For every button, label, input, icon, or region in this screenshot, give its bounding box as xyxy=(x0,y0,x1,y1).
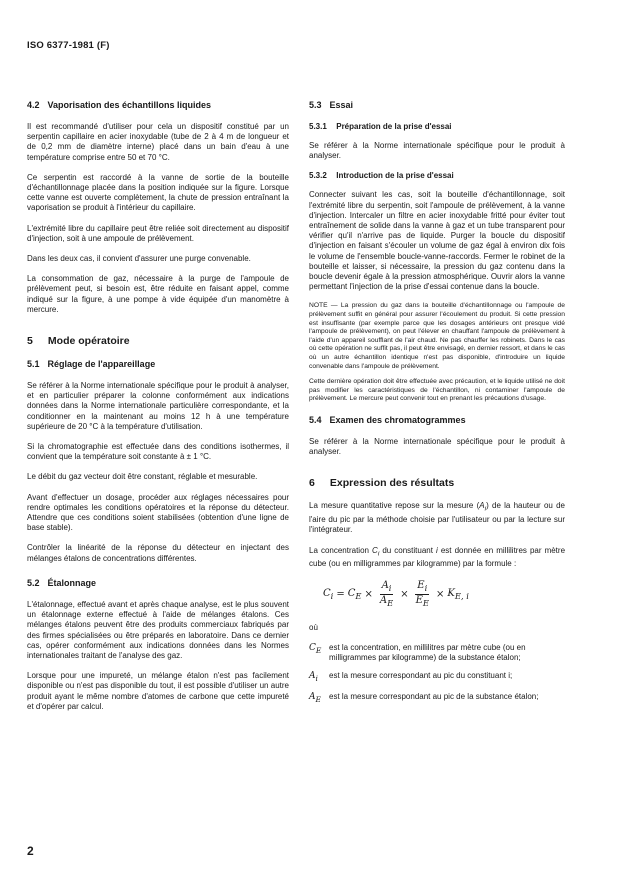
paragraph: La mesure quantitative repose sur la mesure $(A_i)$ de la hauteur ou de l'aire du pic par la méthode choisie par l'utilisateur ou par la lecture sur l'intégrateur. xyxy=(309,501,565,535)
section-title: Essai xyxy=(329,100,354,110)
fraction-e: $\frac{E_i}{E_E}$ xyxy=(415,579,429,608)
section-number: 5.3 xyxy=(309,100,322,110)
paragraph: L'extrémité libre du capillaire peut être reliée soit directement au dispositif d'injection, soit à une ampoule de prélèvement. xyxy=(27,223,289,243)
standard-reference: ISO 6377-1981 (F) xyxy=(27,40,110,51)
section-5-4-heading xyxy=(309,415,565,425)
concentration-formula: $C_i$ = $C_E$ × $\frac{A_i}{A_E}$ × $\frac{E_i}{E_E}$ × $K_{E, i}$ xyxy=(323,579,469,608)
section-5-3-2-heading xyxy=(309,171,565,180)
paragraph: Avant d'effectuer un dosage, procéder aux réglages nécessaires pour rendre optimales les conditions opératoires et la réponse du détecteur. Attendre que ces conditions soient stabilisées (obtention d'une ligne de base stable). xyxy=(27,492,289,533)
section-number: 5.3.1 xyxy=(309,122,327,131)
paragraph: Il est recommandé d'utiliser pour cela un dispositif constitué par un serpentin capillaire en acier inoxydable (tube de 2 à 4 m de longueur et de 0,2 mm de diamètre interne) placé dans un bain d'eau à une température comprise entre 50 et 70 °C. xyxy=(27,122,289,162)
paragraph: Contrôler la linéarité de la réponse du détecteur en injectant des mélanges étalons de concentrations différentes. xyxy=(27,543,289,563)
paragraph: Se référer à la Norme internationale spécifique pour le produit à analyser, et en particulier préparer la colonne conformément aux indications données dans la Norme internationale particulière correspondante, et la conditionner en la maintenant au moins 12 h à une température supérieure de 20 °C à la température d'utilisation. xyxy=(27,381,289,431)
paragraph: La consommation de gaz, nécessaire à la purge de l'ampoule de prélèvement peut, si besoin est, être réduite en faisant appel, comme indiqué sur la figure, à une pompe à vide équipée d'un manomètre à mercure. xyxy=(27,274,289,314)
section-5-2-heading xyxy=(27,578,289,588)
section-title: Préparation de la prise d'essai xyxy=(336,122,452,131)
paragraph: Le débit du gaz vecteur doit être constant, réglable et mesurable. xyxy=(27,472,258,482)
section-5-3-heading xyxy=(309,100,565,110)
section-title: Vaporisation des échantillons liquides xyxy=(47,100,212,110)
variable-definition: $A_i$ est la mesure correspondant au pic du constituant i; xyxy=(309,671,513,683)
variable-definition: $C_E$ est la concentration, en millilitres par mètre cube (ou en milligrammes par kilogramme) de la substance étalon; xyxy=(309,642,526,662)
left-column xyxy=(27,100,289,722)
section-5-3-1-heading xyxy=(309,122,565,131)
right-column xyxy=(309,100,565,713)
paragraph: Lorsque pour une impureté, un mélange étalon n'est pas facilement disponible ou n'est pas disponible du tout, il est possible d'utiliser un autre produit ayant le même nombre d'atomes de carbone que cette impureté et d'opérer par calcul. xyxy=(27,671,289,711)
section-number: 6 xyxy=(309,477,315,490)
section-title: Étalonnage xyxy=(47,577,97,588)
note: NOTE — La pression du gaz dans la bouteille d'échantillonnage ou l'ampoule de prélèvement suffit en général pour assurer l'écoulement du produit. Si cette pression est insuffisante (par exemple parce que les dosages antérieurs ont presque vidé l'ampoule de prélèvement), on peut l'élever en chauffant l'ampoule de prélèvement à l'aide d'un appareil soufflant de l'air chaud. Ne pas chauffer les robinets. Dans le cas où cette opération ne suffit pas, il peut être envisagé, en dernier ressort, et dans le cas où un autre échantillon identique n'est pas disponible, d'introduire un liquide convenable dans l'ampoule de prélèvement. xyxy=(309,302,566,370)
paragraph: Si la chromatographie est effectuée dans des conditions isothermes, il convient que la température soit constante à ± 1 °C. xyxy=(27,442,289,462)
paragraph: La concentration $C_i$ du constituant i est donnée en millilitres par mètre cube (ou en milligrammes par kilogramme) par la formule : xyxy=(309,545,566,569)
section-number: 5.3.2 xyxy=(309,171,327,181)
section-title: Introduction de la prise d'essai xyxy=(336,171,454,181)
paragraph: Connecter suivant les cas, soit la bouteille d'échantillonnage, soit l'extrémité libre du serpentin, soit l'ampoule de prélèvement, à la vanne d'injection. Intercaler un filtre en acier inoxydable fritté pour éviter tout entraînement de solide dans la vanne à gaz et un tube transparent pour vérifier qu'il n'arrive pas de liquide. Purger la boucle du dispositif d'injection en faisant s'écouler un volume de gaz égal à environ dix fois le volume de l'ensemble boucle-vanne-raccords. Fermer le robinet de la bouteille et laisser, si nécessaire, la pression du gaz contenu dans la boucle devenir égale à la pression atmosphérique. Ouvrir alors la vanne permettant l'injection de la prise d'essai contenue dans la boucle. xyxy=(309,190,565,292)
note: Cette dernière opération doit être effectuée avec précaution, et le liquide utilisé ne doit pas modifier les caractéristiques de l'échantillon, ni contaminer l'ampoule de prélèvement. Le mercure peut convenir tout en prenant les précautions d'usage. xyxy=(309,378,565,403)
section-6-heading xyxy=(309,477,565,489)
where-label: où xyxy=(309,622,318,632)
paragraph: Dans les deux cas, il convient d'assurer une purge convenable. xyxy=(27,254,251,264)
paragraph: Ce serpentin est raccordé à la vanne de sortie de la bouteille d'échantillonnage placée dans la position indiquée sur la figure. Lorsque cette vanne est ouverte complètement, la chute de pression entraînant la vaporisation se produit à l'intérieur du capillaire. xyxy=(27,172,289,213)
paragraph: Se référer à la Norme internationale spécifique pour le produit à analyser. xyxy=(309,141,565,161)
variable-definition: $A_E$ est la mesure correspondant au pic de la substance étalon; xyxy=(309,692,539,704)
section-number: 4.2 xyxy=(27,100,40,110)
fraction-a: $\frac{A_i}{A_E}$ xyxy=(379,579,394,608)
section-number: 5.2 xyxy=(27,577,40,588)
paragraph: L'étalonnage, effectué avant et après chaque analyse, est le plus souvent un étalonnage externe effectué à l'aide de mélanges étalons. Ces mélanges étalons peuvent être des produits commerciaux fabriqués par des firmes spécialisées ou être préparés en laboratoire. Dans ce dernier cas, opérer conformément aux indications données dans les Normes internationales traitant de l'analyse des gaz. xyxy=(27,599,289,660)
section-4-2-heading xyxy=(27,100,289,110)
section-number: 5.1 xyxy=(27,359,40,370)
section-number: 5.4 xyxy=(309,414,322,425)
section-title: Expression des résultats xyxy=(329,477,455,490)
page-number: 2 xyxy=(27,844,34,858)
section-title: Réglage de l'appareillage xyxy=(47,359,156,370)
section-5-heading xyxy=(27,335,289,347)
section-title: Mode opératoire xyxy=(47,335,130,348)
section-title: Examen des chromatogrammes xyxy=(329,414,466,425)
paragraph: Se référer à la Norme internationale spécifique pour le produit à analyser. xyxy=(309,436,565,457)
section-5-1-heading xyxy=(27,359,289,369)
section-number: 5 xyxy=(27,335,33,348)
